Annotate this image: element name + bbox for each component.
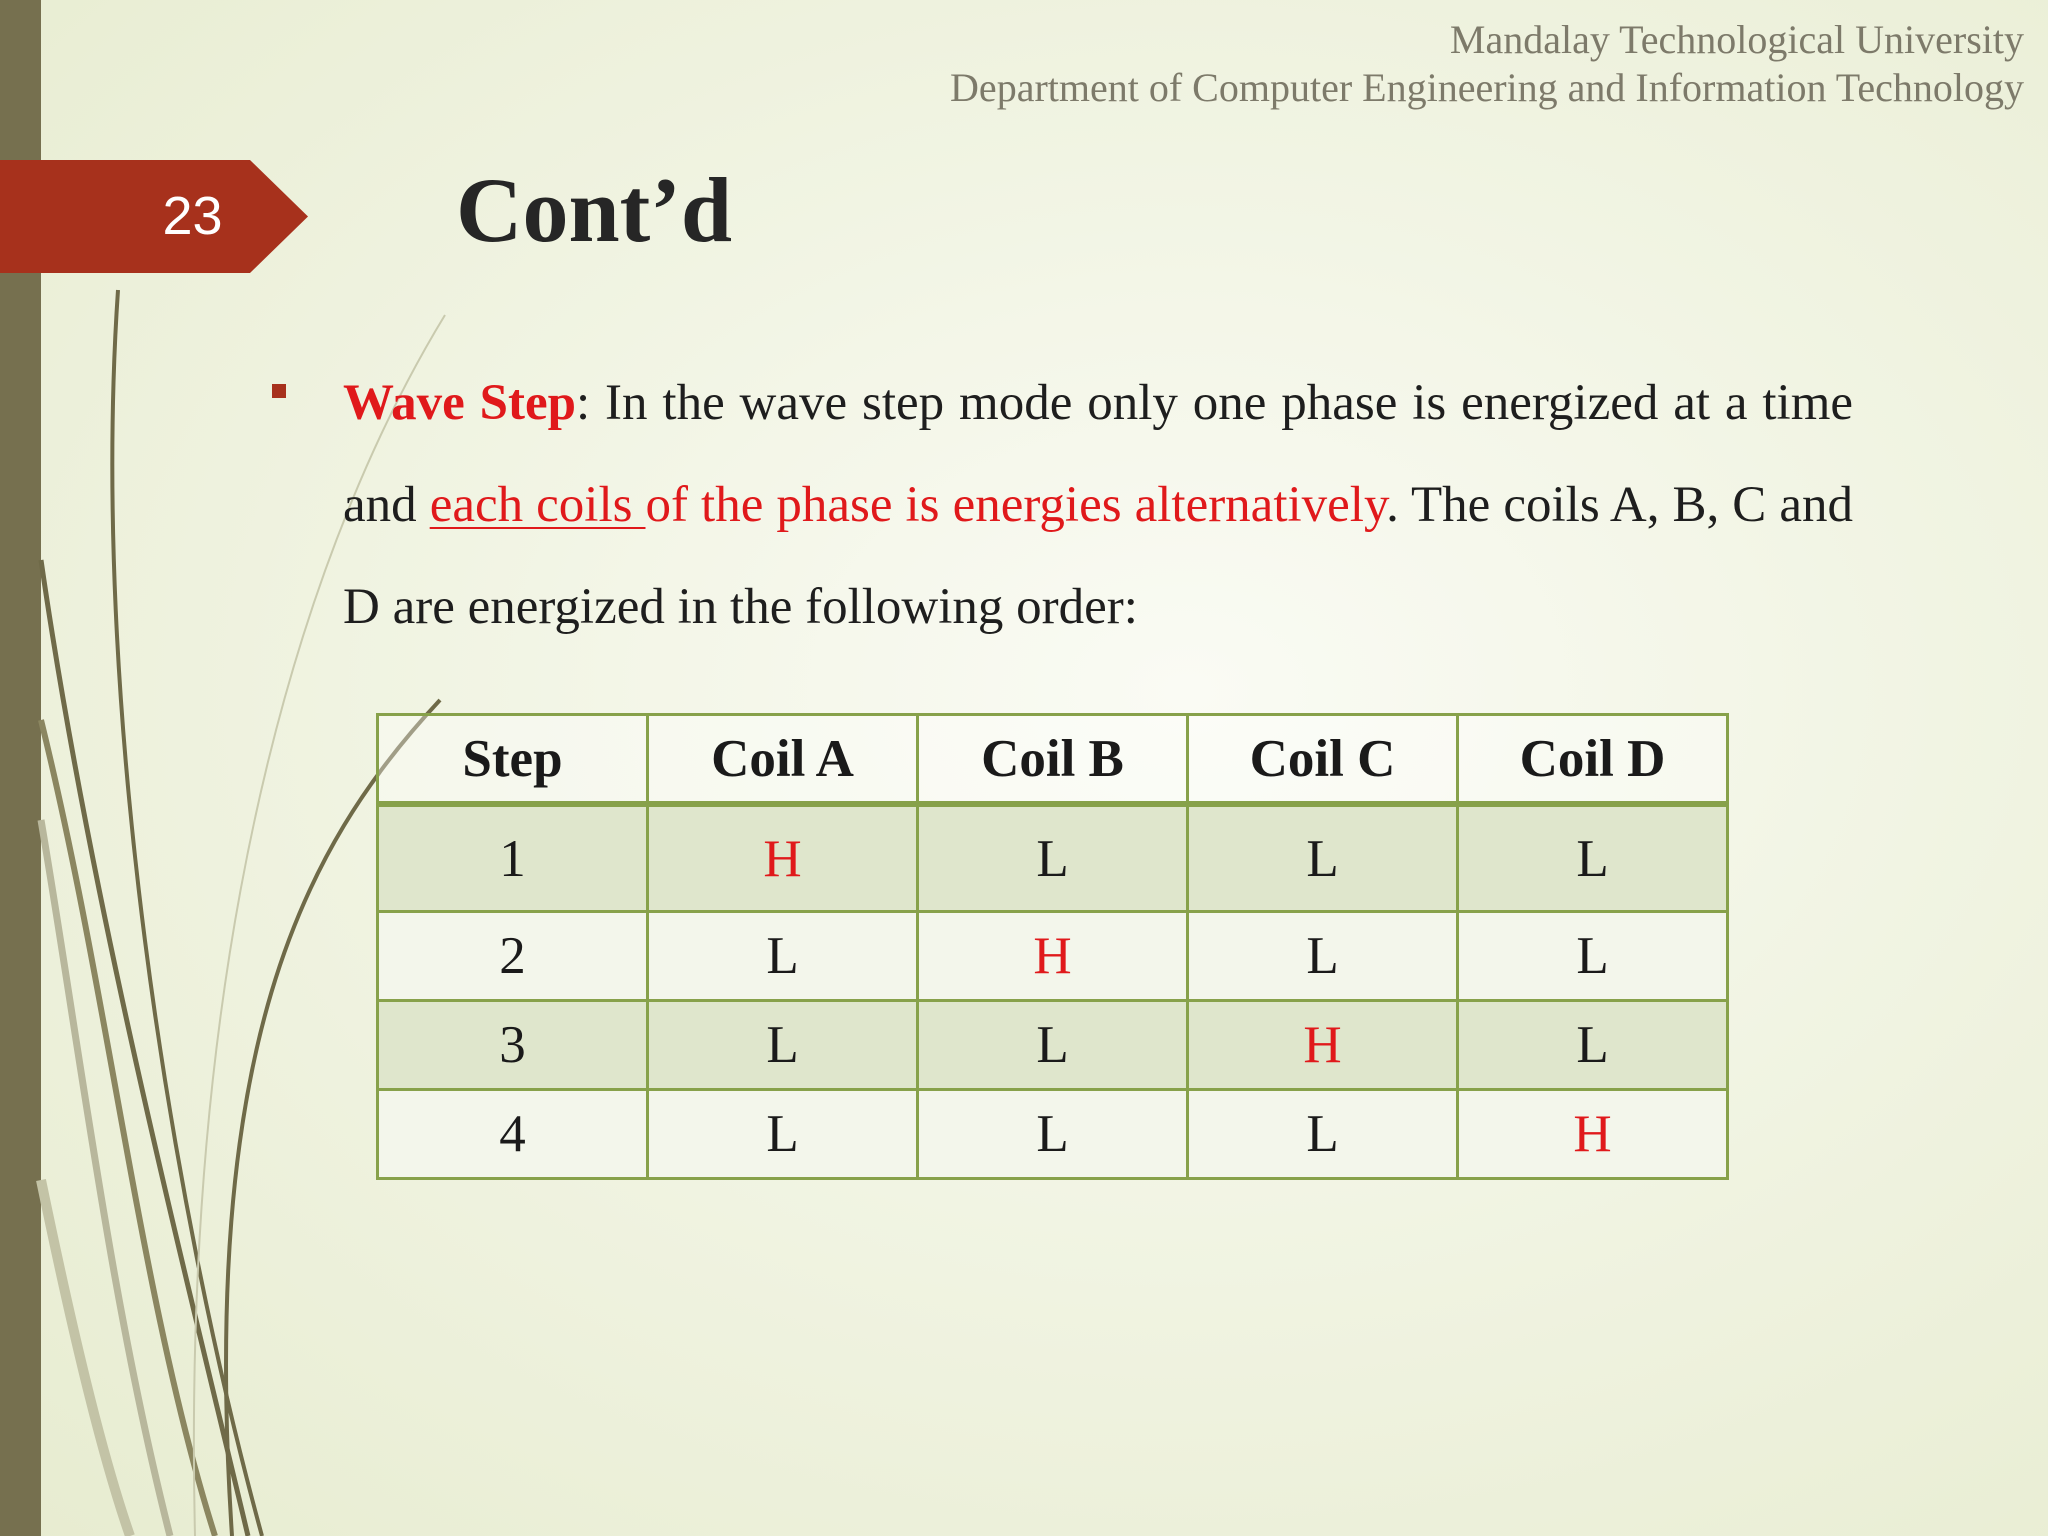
header-organization <box>950 16 2024 112</box>
department-name: Department of Computer Engineering and Information Technology <box>950 65 2024 110</box>
slide-title: Cont’d <box>456 159 733 261</box>
bullet-keyword: Wave Step <box>343 375 577 431</box>
table-row <box>378 1090 1728 1179</box>
coil-state-cell: L <box>918 1001 1188 1090</box>
column-header: Coil D <box>1458 715 1728 805</box>
table-header-row <box>378 715 1728 805</box>
slide-number: 23 <box>162 186 223 246</box>
coil-state-cell: H <box>648 804 918 912</box>
coil-state-cell: H <box>1188 1001 1458 1090</box>
step-cell: 3 <box>378 1001 648 1090</box>
step-cell: 1 <box>378 804 648 912</box>
table-row <box>378 1001 1728 1090</box>
coil-state-cell: L <box>1458 804 1728 912</box>
coil-state-cell: L <box>918 1090 1188 1179</box>
bullet-highlight: of the phase is energies alternatively <box>645 477 1387 533</box>
university-name: Mandalay Technological University <box>1449 17 2024 62</box>
coil-state-cell: L <box>918 804 1188 912</box>
coil-state-cell: L <box>1188 912 1458 1001</box>
step-cell: 2 <box>378 912 648 1001</box>
bullet-highlight-underlined: each coils <box>429 477 646 533</box>
table-row <box>378 804 1728 912</box>
bullet-text-part-2: . The coils A, B, C and D are energized in the following order: <box>343 477 1853 635</box>
coil-state-cell: L <box>1458 1001 1728 1090</box>
coil-state-cell: L <box>1458 912 1728 1001</box>
column-header: Coil C <box>1188 715 1458 805</box>
coil-sequence-table <box>376 713 1729 1180</box>
coil-state-cell: H <box>918 912 1188 1001</box>
column-header: Step <box>378 715 648 805</box>
bullet-paragraph <box>343 352 1853 658</box>
coil-state-cell: L <box>648 1090 918 1179</box>
coil-state-cell: H <box>1458 1090 1728 1179</box>
coil-state-cell: L <box>1188 804 1458 912</box>
column-header: Coil B <box>918 715 1188 805</box>
coil-state-cell: L <box>1188 1090 1458 1179</box>
bullet-text-part-1: : In the wave step mode only one phase is energized at a time and <box>343 375 1853 533</box>
coil-state-cell: L <box>648 912 918 1001</box>
coil-state-cell: L <box>648 1001 918 1090</box>
step-cell: 4 <box>378 1090 648 1179</box>
column-header: Coil A <box>648 715 918 805</box>
table-row <box>378 912 1728 1001</box>
square-bullet-icon <box>272 384 286 398</box>
